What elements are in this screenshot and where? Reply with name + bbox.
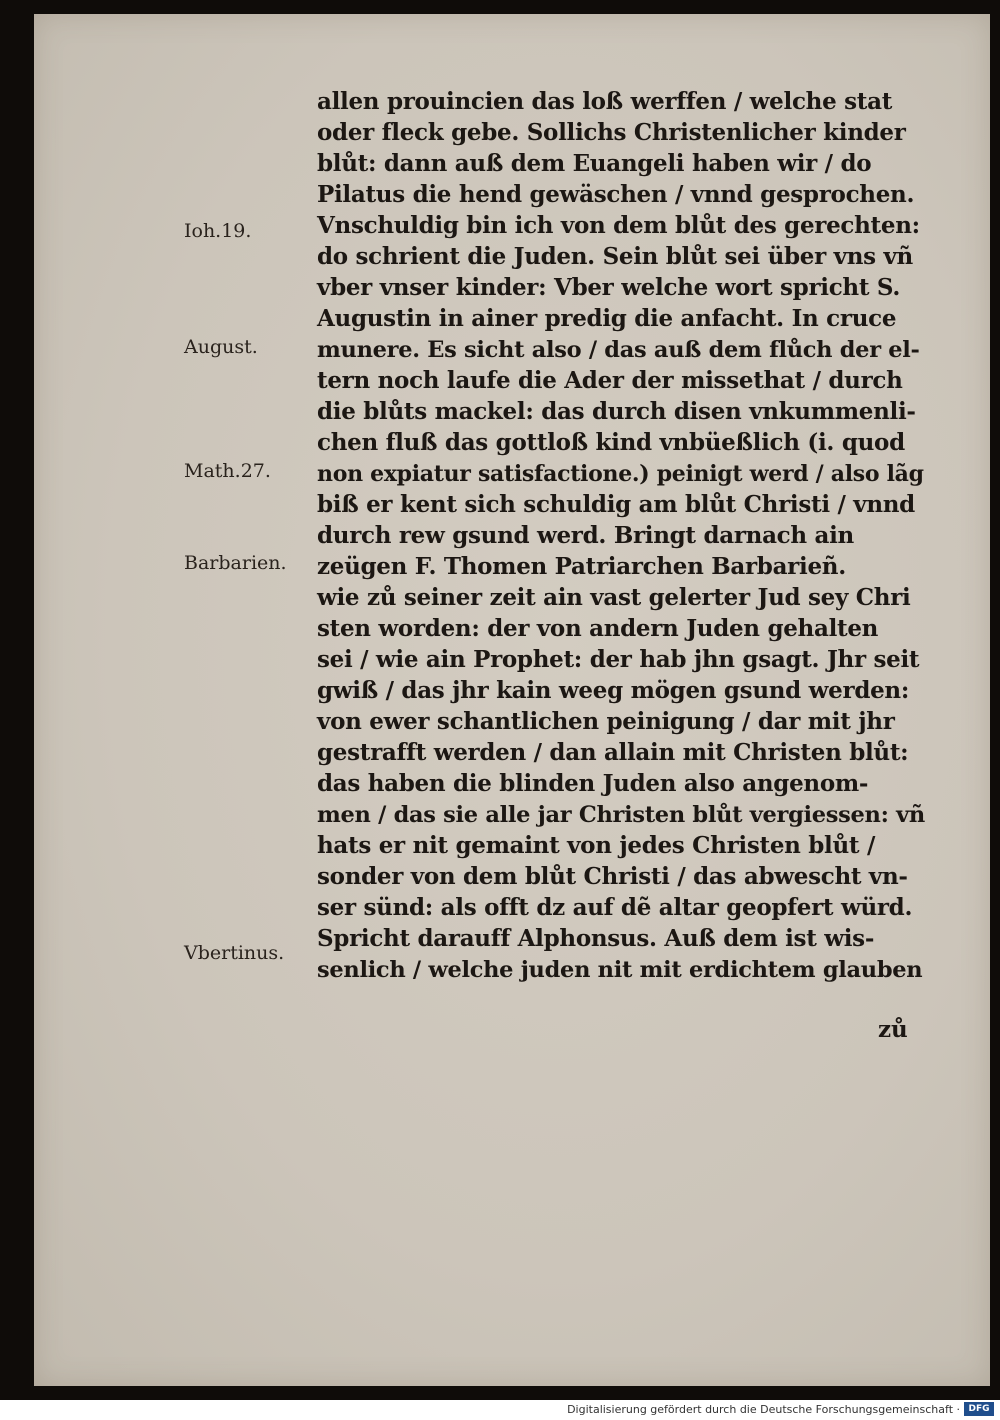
text-line: gestrafft werden / dan allain mit Christen blůt: (317, 739, 909, 766)
text-line: ser sünd: als offt dz auf dẽ altar geopfert würd. (317, 894, 913, 921)
text-line: oder fleck gebe. Sollichs Christenlicher kinder (317, 119, 906, 146)
footer-bar (0, 1400, 1000, 1420)
footer-credit: Digitalisierung gefördert durch die Deutsche Forschungsgemeinschaft · (567, 1403, 960, 1416)
text-line: gwiß / das jhr kain weeg mögen gsund werden: (317, 677, 910, 704)
text-line: Augustin in ainer predig die anfacht. In cruce (317, 305, 897, 332)
text-line: die blůts mackel: das durch disen vnkummenli- (317, 398, 916, 425)
catchword: zů (878, 1016, 908, 1043)
text-line: wie zů seiner zeit ain vast gelerter Jud sey Chri (317, 584, 911, 611)
marginal-note-august: August. (184, 336, 258, 358)
text-line: tern noch laufe die Ader der missethat / durch (317, 367, 903, 394)
text-line: Spricht darauff Alphonsus. Auß dem ist wis- (317, 925, 875, 952)
text-line: allen prouincien das loß werffen / welche stat (317, 88, 893, 115)
marginal-note-barbarien: Barbarien. (184, 552, 287, 574)
text-line: Pilatus die hend gewäschen / vnnd gesprochen. (317, 181, 915, 208)
text-line: sei / wie ain Prophet: der hab jhn gsagt. Jhr seit (317, 646, 920, 673)
text-line: biß er kent sich schuldig am blůt Christi / vnnd (317, 491, 915, 518)
text-line: durch rew gsund werd. Bringt darnach ain (317, 522, 854, 549)
text-line: Vnschuldig bin ich von dem blůt des gerechten: (317, 212, 920, 239)
text-line: hats er nit gemaint von jedes Christen blůt / (317, 832, 876, 859)
text-line: munere. Es sicht also / das auß dem flůch der el- (317, 337, 920, 363)
text-line: sten worden: der von andern Juden gehalten (317, 615, 879, 642)
marginal-note-vbertinus: Vbertinus. (184, 942, 285, 964)
dfg-logo-icon: DFG (964, 1402, 994, 1416)
text-line: das haben die blinden Juden also angenom- (317, 770, 869, 797)
text-line: chen fluß das gottloß kind vnbüeßlich (i. quod (317, 429, 905, 456)
text-line: senlich / welche juden nit mit erdichtem glauben (317, 957, 923, 983)
text-line: von ewer schantlichen peinigung / dar mit jhr (317, 708, 895, 735)
text-line: vber vnser kinder: Vber welche wort spricht S. (317, 274, 901, 301)
text-line: non expiatur satisfactione.) peinigt werd / also lãg (317, 461, 924, 487)
book-page (34, 14, 990, 1386)
text-line: do schrient die Juden. Sein blůt sei über vns vñ (317, 243, 913, 270)
text-line: blůt: dann auß dem Euangeli haben wir / do (317, 150, 872, 177)
text-line: men / das sie alle jar Christen blůt vergiessen: vñ (317, 802, 925, 828)
text-line: zeügen F. Thomen Patriarchen Barbarieñ. (317, 553, 846, 580)
marginal-note-math: Math.27. (184, 460, 271, 482)
text-line: sonder von dem blůt Christi / das abwescht vn- (317, 863, 908, 890)
marginal-note-ioh: Ioh.19. (184, 220, 252, 242)
